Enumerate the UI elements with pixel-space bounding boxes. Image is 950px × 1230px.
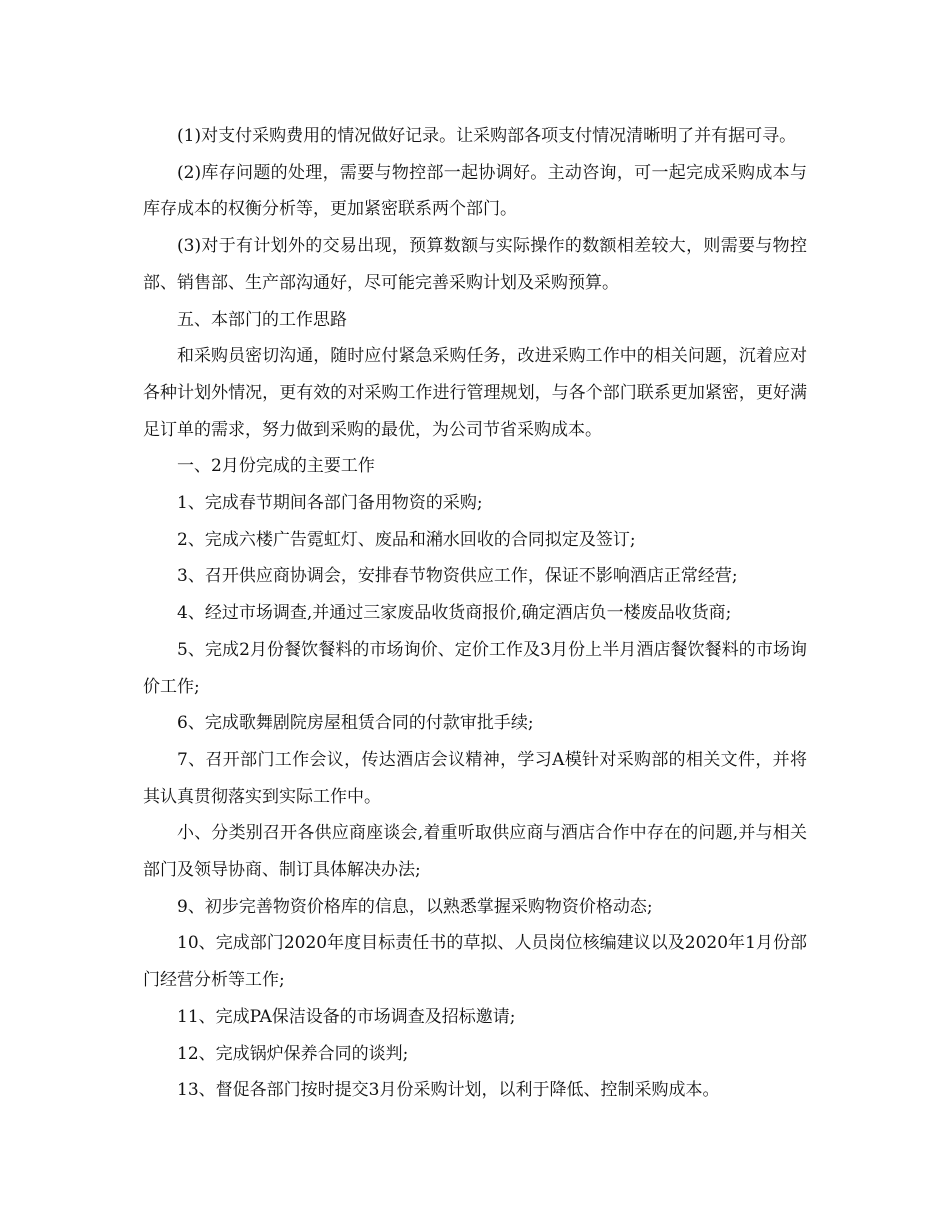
list-item: 10、完成部门2020年度目标责任书的草拟、人员岗位核编建议以及2020年1月份部门经营分析等工作;	[143, 933, 807, 991]
list-item: 小、分类别召开各供应商座谈会,着重听取供应商与酒店合作中存在的问题,并与相关部门及领导协商、制订具体解决办法;	[143, 823, 807, 881]
section-heading-february-work: 一、2月份完成的主要工作	[177, 456, 375, 477]
section-heading-work-approach: 五、本部门的工作思路	[177, 309, 347, 330]
list-item: 13、督促各部门按时提交3月份采购计划，以利于降低、控制采购成本。	[177, 1080, 720, 1101]
list-item: 1、完成春节期间各部门备用物资的采购;	[177, 493, 483, 514]
list-item: 12、完成锅炉保养合同的谈判;	[177, 1043, 409, 1064]
document-body	[143, 118, 807, 1109]
paragraph-record-payments: (1)对支付采购费用的情况做好记录。让采购部各项支付情况清晰明了并有据可寻。	[177, 126, 797, 146]
paragraph-work-approach: 和采购员密切沟通，随时应付紧急采购任务，改进采购工作中的相关问题，沉着应对各种计划外情况，更有效的对采购工作进行管理规划，与各个部门联系更加紧密，更好满足订单的需求，努力做到采购的最优，为公司节省采购成本。	[143, 346, 807, 440]
list-item: 11、完成PA保洁设备的市场调查及招标邀请;	[177, 1006, 516, 1027]
list-item: 2、完成六楼广告霓虹灯、废品和潲水回收的合同拟定及签订;	[177, 529, 636, 550]
list-item: 5、完成2月份餐饮餐料的市场询价、定价工作及3月份上半月酒店餐饮餐料的市场询价工作;	[143, 639, 807, 697]
list-item: 7、召开部门工作会议，传达酒店会议精神，学习A模针对采购部的相关文件，并将其认真贯彻落实到实际工作中。	[143, 749, 807, 807]
list-item: 6、完成歌舞剧院房屋租赁合同的付款审批手续;	[177, 713, 534, 734]
paragraph-inventory: (2)库存问题的处理，需要与物控部一起协调好。主动咨询，可一起完成采购成本与库存成本的权衡分析等，更加紧密联系两个部门。	[143, 162, 807, 220]
list-item: 4、经过市场调查,并通过三家废品收货商报价,确定酒店负一楼废品收货商;	[177, 603, 732, 624]
paragraph-unplanned-transactions: (3)对于有计划外的交易出现，预算数额与实际操作的数额相差较大，则需要与物控部、销售部、生产部沟通好，尽可能完善采购计划及采购预算。	[143, 236, 807, 293]
list-item: 3、召开供应商协调会，安排春节物资供应工作，保证不影响酒店正常经营;	[177, 566, 738, 587]
list-item: 9、初步完善物资价格库的信息，以熟悉掌握采购物资价格动态;	[177, 896, 653, 917]
